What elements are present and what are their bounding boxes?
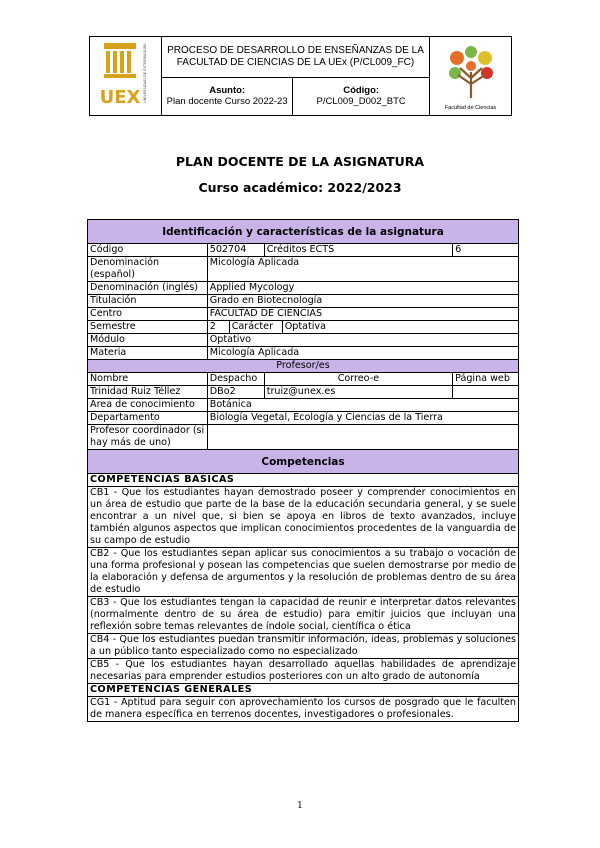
materia-value: Micología Aplicada (207, 347, 518, 360)
asunto-cell (162, 77, 293, 116)
caracter-label: Carácter (229, 321, 282, 334)
identification-section-title: Identificación y características de la asignatura (88, 220, 519, 244)
prof-correo[interactable]: truiz@unex.es (264, 386, 452, 399)
competencia-cb4: CB4 - Que los estudiantes puedan transmitir información, ideas, problemas y soluciones a un público tanto especializado como no especializado (88, 634, 519, 659)
denominacion-es-label: Denominación (español) (88, 257, 208, 282)
codigo-label: Código (88, 244, 208, 257)
creditos-label: Créditos ECTS (264, 244, 452, 257)
nombre-header: Nombre (88, 373, 208, 386)
competencia-cb3: CB3 - Que los estudiantes tengan la capacidad de reunir e interpretar datos relevantes (normalmente dentro de su área de estudio) para emitir juicios que incluyan una reflexión sobre temas relevantes de índole social, científica o ética (88, 597, 519, 634)
uex-logo-icon (96, 41, 156, 107)
codigo-header-cell (293, 77, 430, 116)
denominacion-es-value: Micología Aplicada (207, 257, 518, 282)
coordinador-value (207, 425, 518, 450)
competencia-cb1: CB1 - Que los estudiantes hayan demostrado poseer y comprender conocimientos en un área de estudio que parte de la base de la educación secundaria general, y se suele encontrar a un nivel que, si bien se apoya en libros de texto avanzados, incluye también algunos aspectos que implican conocimientos procedentes de la vanguardia de su campo de estudio (88, 487, 519, 548)
profesores-title: Profesor/es (88, 360, 519, 373)
asunto-value: Plan docente Curso 2022-23 (166, 96, 288, 108)
codigo-value: 502704 (207, 244, 264, 257)
asunto-label: Asunto: (209, 85, 246, 97)
uex-logo-side-text: UNIVERSIDAD DE EXTREMADURA (142, 43, 147, 103)
correo-header: Correo-e (264, 373, 452, 386)
titulacion-label: Titulación (88, 295, 208, 308)
modulo-label: Módulo (88, 334, 208, 347)
competencia-cb2: CB2 - Que los estudiantes sepan aplicar sus conocimientos a su trabajo o vocación de una forma profesional y posean las competencias que suelen demostrarse por medio de la elaboración y defensa de argumentos y la resolución de problemas dentro de su área de estudio (88, 548, 519, 597)
faculty-caption: Facultad de Ciencias (444, 104, 497, 111)
semestre-value: 2 (207, 321, 229, 334)
denominacion-en-value: Applied Mycology (207, 282, 518, 295)
document-header (89, 36, 512, 116)
uex-logo-cell (90, 37, 162, 116)
departamento-label: Departamento (88, 412, 208, 425)
denominacion-en-label: Denominación (inglés) (88, 282, 208, 295)
creditos-value: 6 (453, 244, 519, 257)
process-title: PROCESO DE DESARROLLO DE ENSEÑANZAS DE LA FACULTAD DE CIENCIAS DE LA UEx (P/CL009_FC) (162, 37, 430, 78)
competencias-section-title: Competencias (88, 450, 519, 474)
uex-logo-text: UEX (99, 87, 140, 107)
coordinador-label: Profesor coordinador (si hay más de uno) (88, 425, 208, 450)
materia-label: Materia (88, 347, 208, 360)
codigo-header-label: Código: (343, 85, 380, 97)
prof-despacho: DBo2 (207, 386, 264, 399)
prof-nombre: Trinidad Ruiz Téllez (88, 386, 208, 399)
prof-web (453, 386, 519, 399)
centro-label: Centro (88, 308, 208, 321)
page-number: 1 (297, 801, 303, 811)
departamento-value: Biología Vegetal, Ecología y Ciencias de la Tierra (207, 412, 518, 425)
academic-year: Curso académico: 2022/2023 (198, 180, 402, 195)
area-value: Botánica (207, 399, 518, 412)
generales-title: COMPETENCIAS GENERALES (88, 684, 519, 697)
modulo-value: Optativo (207, 334, 518, 347)
competencia-cb5: CB5 - Que los estudiantes hayan desarrollado aquellas habilidades de aprendizaje necesarias para emprender estudios posteriores con un alto grado de autonomía (88, 659, 519, 684)
faculty-tree-logo-icon (442, 42, 500, 100)
despacho-header: Despacho (207, 373, 264, 386)
faculty-logo-cell (430, 37, 512, 116)
basicas-title: COMPETENCIAS BASICAS (88, 474, 519, 487)
page-title: PLAN DOCENTE DE LA ASIGNATURA (175, 154, 425, 169)
web-header: Página web (453, 373, 519, 386)
area-label: Área de conocimiento (88, 399, 208, 412)
titulacion-value: Grado en Biotecnología (207, 295, 518, 308)
codigo-header-value: P/CL009_D002_BTC (316, 96, 406, 108)
subject-table (87, 219, 519, 722)
semestre-label: Semestre (88, 321, 208, 334)
centro-value: FACULTAD DE CIENCIAS (207, 308, 518, 321)
caracter-value: Optativa (282, 321, 518, 334)
competencia-cg1: CG1 - Aptitud para seguir con aprovechamiento los cursos de posgrado que le faculten de manera específica en terrenos docentes, investigadores o profesionales. (88, 697, 519, 722)
